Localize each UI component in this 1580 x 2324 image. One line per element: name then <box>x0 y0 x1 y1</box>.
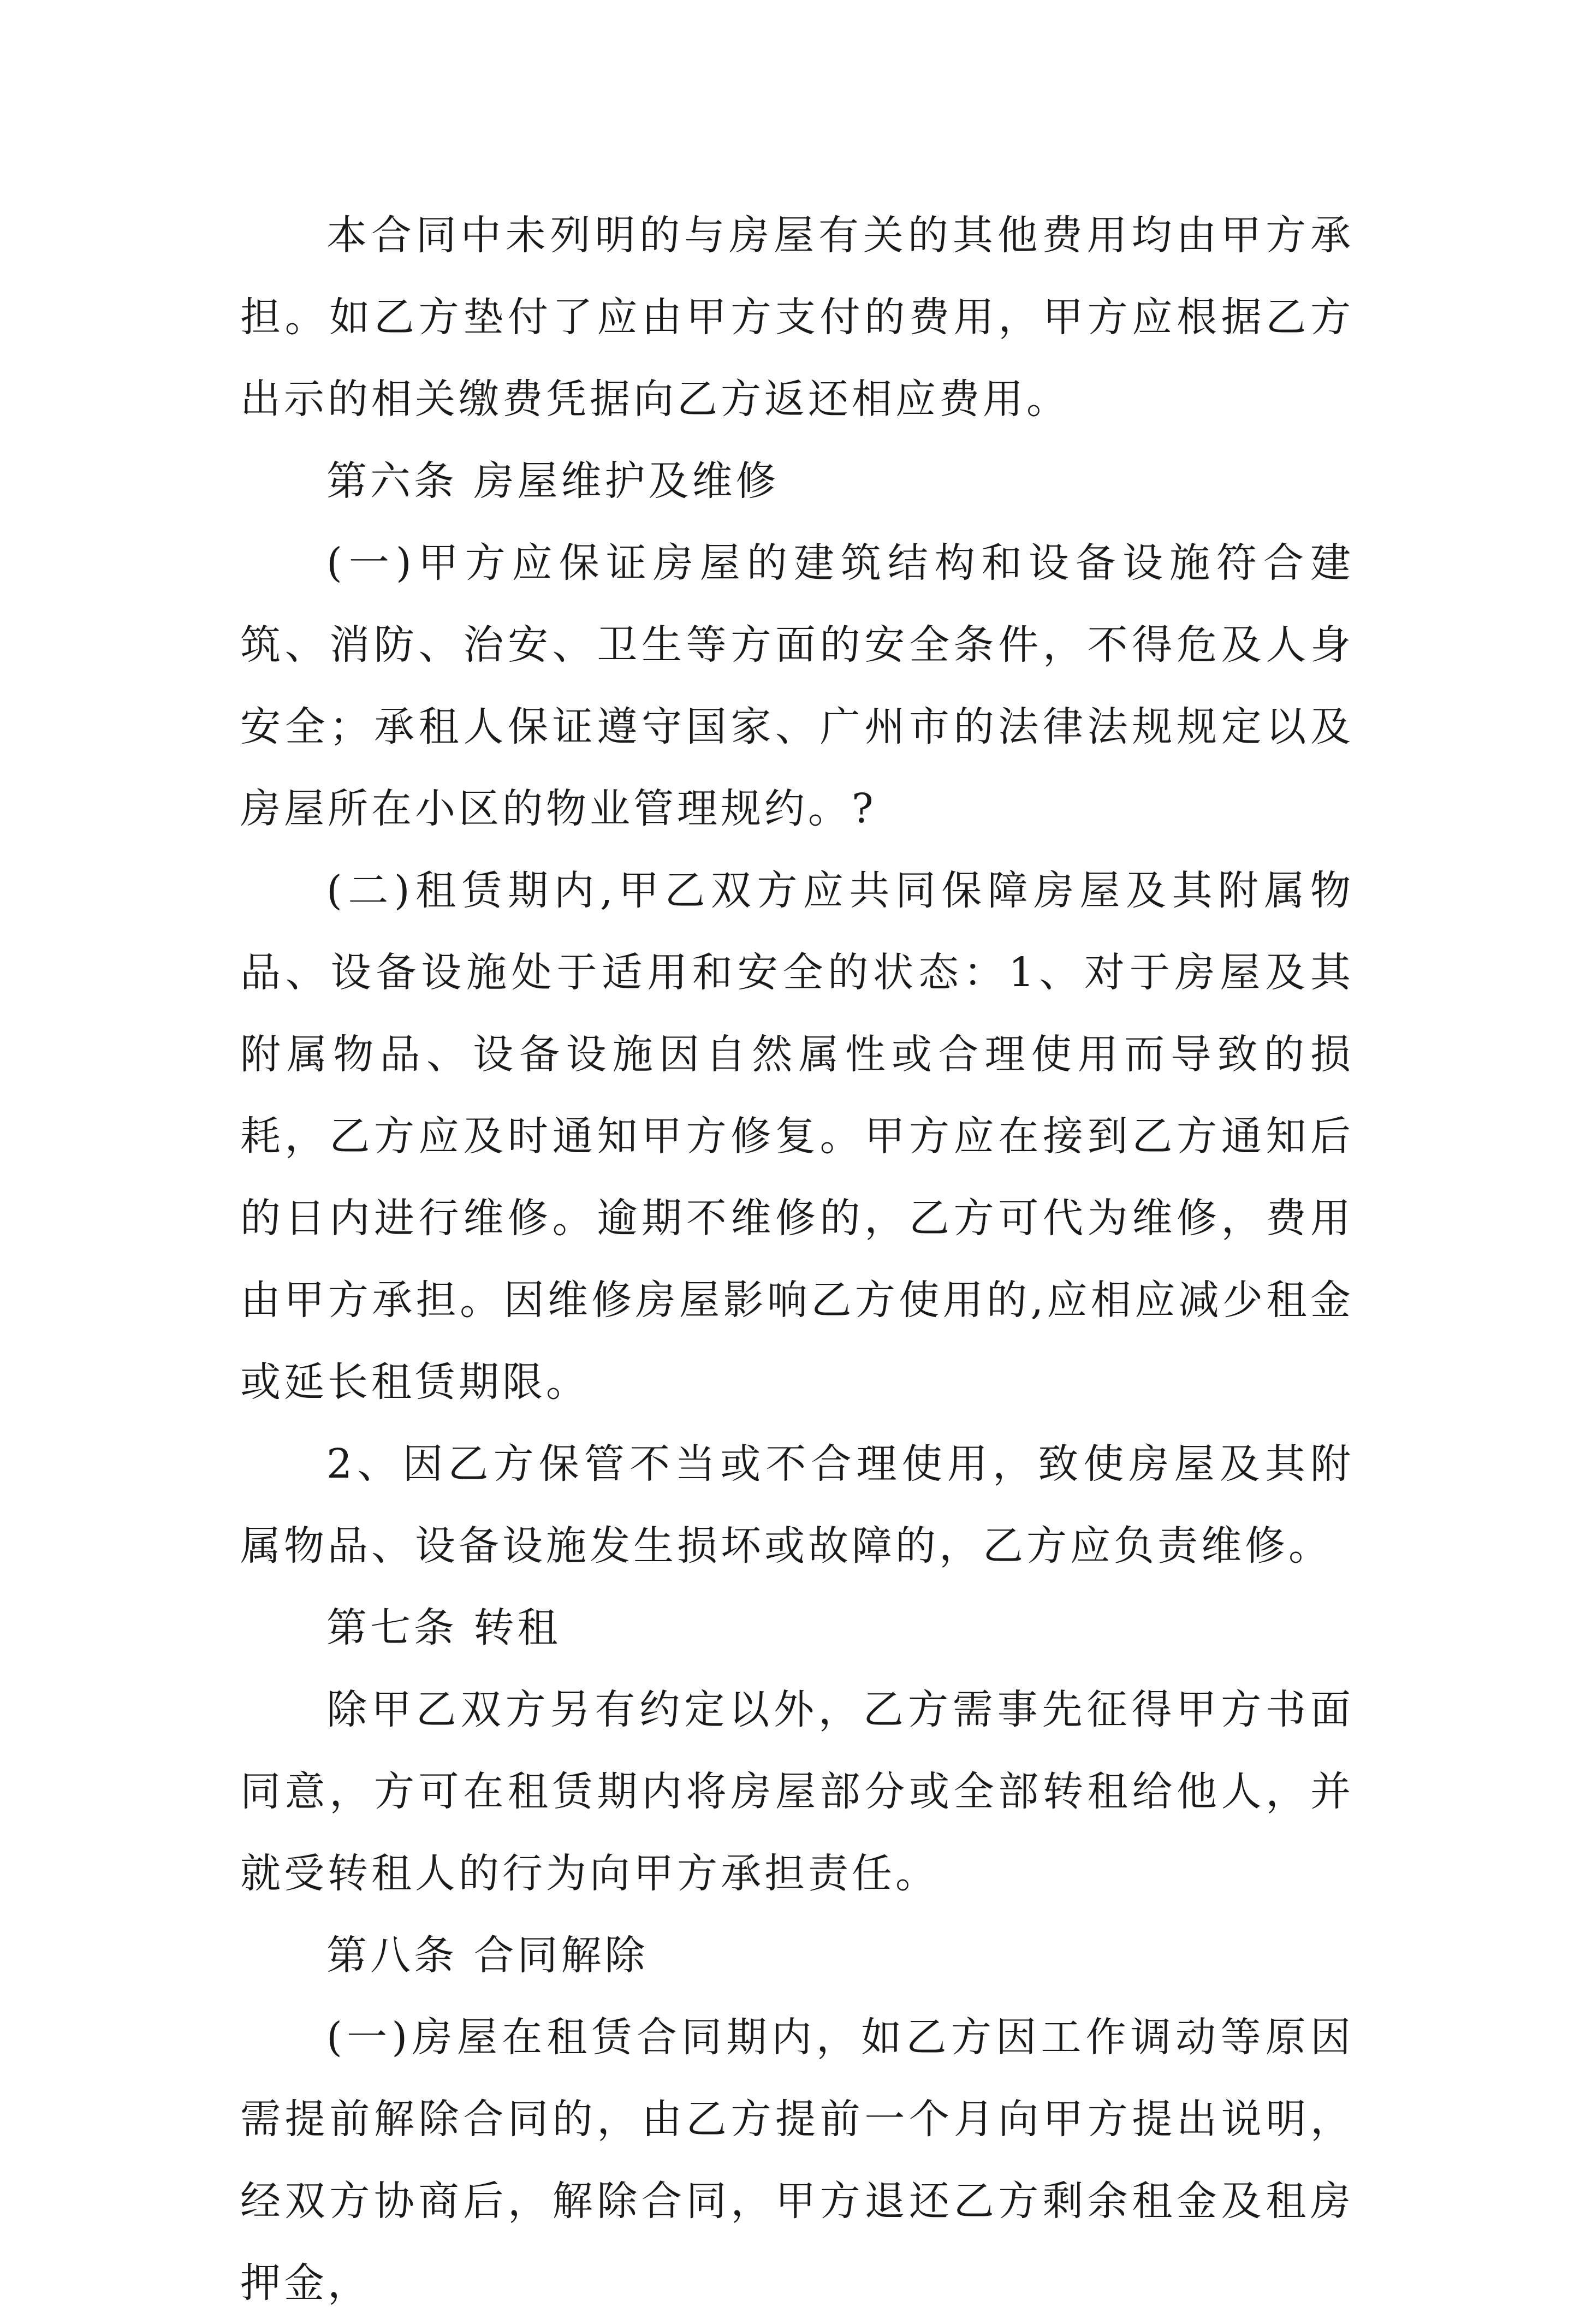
heading-article-8: 第八条 合同解除 <box>326 1932 649 1979</box>
document-body <box>240 194 1354 2324</box>
paragraph-article-7-sublease: 除甲乙双方另有约定以外，乙方需事先征得甲方书面同意，方可在租赁期内将房屋部分或全部转租给他人，并就受转租人的行为向甲方承担责任。 <box>240 1686 1354 1897</box>
paragraph-article-6-item-2: 2、因乙方保管不当或不合理使用，致使房屋及其附属物品、设备设施发生损坏或故障的，乙方应负责维修。 <box>240 1440 1354 1569</box>
paragraph-other-fees: 本合同中未列明的与房屋有关的其他费用均由甲方承担。如乙方垫付了应由甲方支付的费用，甲方应根据乙方出示的相关缴费凭据向乙方返还相应费用。 <box>240 212 1354 423</box>
paragraph-article-6-clause-1: (一)甲方应保证房屋的建筑结构和设备设施符合建筑、消防、治安、卫生等方面的安全条件，不得危及人身安全；承租人保证遵守国家、广州市的法律法规规定以及房屋所在小区的物业管理规约。? <box>240 540 1354 832</box>
heading-article-7: 第七条 转租 <box>326 1604 561 1651</box>
heading-article-6: 第六条 房屋维护及维修 <box>326 458 780 505</box>
paragraph-article-6-clause-2: (二)租赁期内,甲乙双方应共同保障房屋及其附属物品、设备设施处于适用和安全的状态：1、对于房屋及其附属物品、设备设施因自然属性或合理使用而导致的损耗，乙方应及时通知甲方修复。甲方应在接到乙方通知后的日内进行维修。逾期不维修的，乙方可代为维修，费用由甲方承担。因维修房屋影响乙方使用的,应相应减少租金或延长租赁期限。 <box>240 867 1354 1406</box>
paragraph-article-8-clause-1: (一)房屋在租赁合同期内，如乙方因工作调动等原因需提前解除合同的，由乙方提前一个月向甲方提出说明，经双方协商后，解除合同，甲方退还乙方剩余租金及租房押金， <box>240 2014 1354 2307</box>
